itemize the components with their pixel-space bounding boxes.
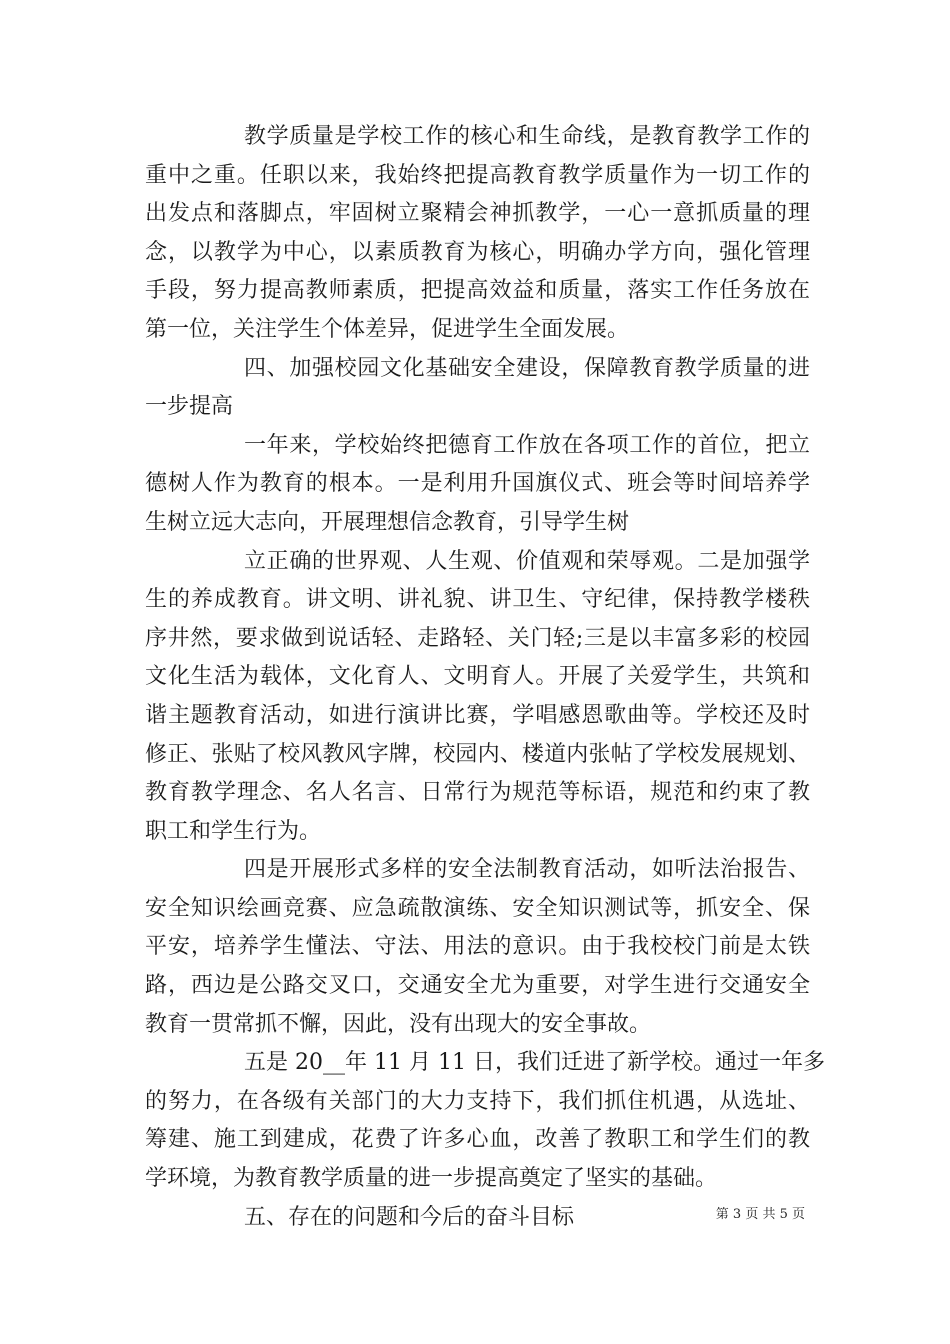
- paragraph-teaching-quality: [145, 118, 810, 350]
- paragraph-line: 四是开展形式多样的安全法制教育活动，如听法治报告、: [244, 857, 810, 883]
- paragraph-line: 安全知识绘画竞赛、应急疏散演练、安全知识测试等，抓安全、保: [145, 895, 810, 921]
- paragraph-line: 教育教学理念、名人名言、日常行为规范等标语，规范和约束了教: [145, 780, 810, 806]
- paragraph-line: 修正、张贴了校风教风字牌，校园内、楼道内张帖了学校发展规划、: [145, 741, 810, 767]
- paragraph-line: 重中之重。任职以来，我始终把提高教育教学质量作为一切工作的: [145, 162, 810, 188]
- paragraph-line: 文化生活为载体，文化育人、文明育人。开展了关爱学生，共筑和: [145, 664, 810, 690]
- paragraph-line: 谐主题教育活动，如进行演讲比赛，学唱感恩歌曲等。学校还及时: [145, 702, 810, 728]
- paragraph-line: 手段，努力提高教师素质，把提高效益和质量，落实工作任务放在: [145, 278, 810, 304]
- paragraph-line: 一年来，学校始终把德育工作放在各项工作的首位，把立: [244, 432, 810, 458]
- heading-line: 四、加强校园文化基础安全建设，保障教育教学质量的进: [244, 355, 810, 381]
- section-heading-four: [145, 350, 810, 427]
- document-body: [145, 118, 825, 1237]
- paragraph-line: 平安，培养学生懂法、守法、用法的意识。由于我校校门前是太铁: [145, 934, 810, 960]
- paragraph-line: 路，西边是公路交叉口，交通安全尤为重要，对学生进行交通安全: [145, 973, 810, 999]
- paragraph-line: 五是 20__年 11 月 11 日，我们迁进了新学校。通过一年多: [244, 1050, 825, 1076]
- paragraph-line: 出发点和落脚点，牢固树立聚精会神抓教学，一心一意抓质量的理: [145, 201, 810, 227]
- paragraph-line: 念，以教学为中心，以素质教育为核心，明确办学方向，强化管理: [145, 239, 810, 265]
- paragraph-line: 德树人作为教育的根本。一是利用升国旗仪式、班会等时间培养学: [145, 471, 810, 497]
- paragraph-new-school: [145, 1044, 825, 1198]
- page-number-footer: 第 3 页 共 5 页: [715, 1207, 805, 1222]
- paragraph-line: 生树立远大志向，开展理想信念教育，引导学生树: [145, 509, 630, 535]
- heading-line: 一步提高: [145, 394, 234, 420]
- paragraph-line: 序井然，要求做到说话轻、走路轻、关门轻;三是以丰富多彩的校园: [145, 625, 810, 651]
- paragraph-line: 教育一贯常抓不懈，因此，没有出现大的安全事故。: [145, 1011, 652, 1037]
- paragraph-line: 职工和学生行为。: [145, 818, 322, 844]
- paragraph-line: 教学质量是学校工作的核心和生命线，是教育教学工作的: [244, 124, 810, 149]
- paragraph-moral-education: [145, 427, 810, 543]
- paragraph-line: 学环境，为教育教学质量的进一步提高奠定了坚实的基础。: [145, 1166, 718, 1192]
- paragraph-line: 的努力，在各级有关部门的大力支持下，我们抓住机遇，从选址、: [145, 1088, 810, 1114]
- paragraph-habit-education: [145, 543, 810, 852]
- section-heading-five: [145, 1199, 810, 1238]
- paragraph-line: 立正确的世界观、人生观、价值观和荣辱观。二是加强学: [244, 548, 810, 574]
- paragraph-line: 第一位，关注学生个体差异，促进学生全面发展。: [145, 316, 630, 342]
- paragraph-line: 生的养成教育。讲文明、讲礼貌、讲卫生、守纪律，保持教学楼秩: [145, 587, 810, 613]
- heading-line: 五、存在的问题和今后的奋斗目标: [244, 1204, 575, 1230]
- paragraph-line: 筹建、施工到建成，花费了许多心血，改善了教职工和学生们的教: [145, 1127, 810, 1153]
- paragraph-safety-education: [145, 851, 810, 1044]
